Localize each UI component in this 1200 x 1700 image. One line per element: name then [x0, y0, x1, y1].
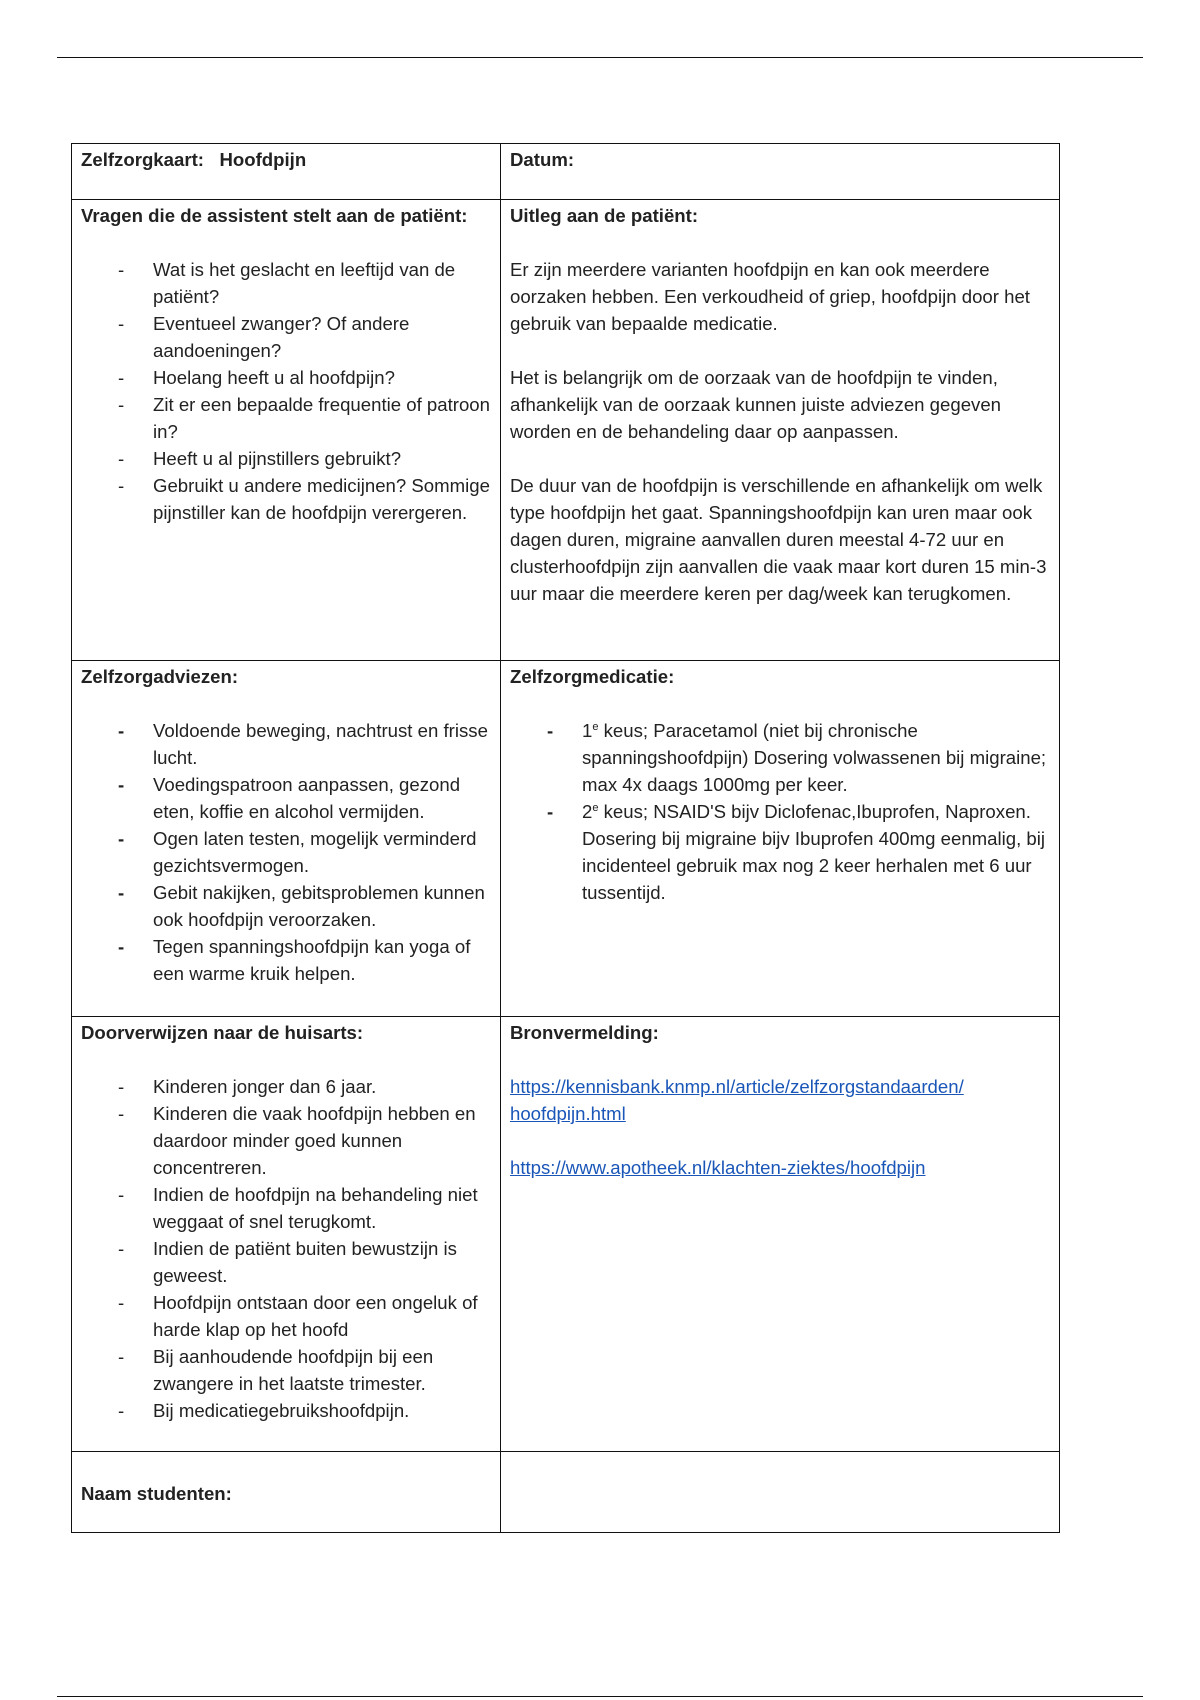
referral-cell	[72, 1017, 501, 1452]
advice-heading: Zelfzorgadviezen:	[81, 666, 239, 687]
list-item: - Voedingspatroon aanpassen, gezond eten, koffie en alcohol vermijden.	[153, 771, 491, 825]
list-item: - Heeft u al pijnstillers gebruikt?	[153, 445, 491, 472]
medication-heading: Zelfzorgmedicatie:	[510, 666, 675, 687]
top-rule	[57, 57, 1143, 58]
list-item: - Hoelang heeft u al hoofdpijn?	[153, 364, 491, 391]
date-cell	[501, 144, 1060, 200]
list-item: - Eventueel zwanger? Of andere aandoeningen?	[153, 310, 491, 364]
list-item: - Bij aanhoudende hoofdpijn bij een zwangere in het laatste trimester.	[153, 1343, 491, 1397]
list-item: - Gebit nakijken, gebitsproblemen kunnen ook hoofdpijn veroorzaken.	[153, 879, 491, 933]
list-item: - Kinderen die vaak hoofdpijn hebben en daardoor minder goed kunnen concentreren.	[153, 1100, 491, 1181]
list-item: - Hoofdpijn ontstaan door een ongeluk of harde klap op het hoofd	[153, 1289, 491, 1343]
link-text-line-2: hoofdpijn.html	[510, 1103, 626, 1124]
link-text-line-1: https://kennisbank.knmp.nl/article/zelfzorgstandaarden/	[510, 1076, 964, 1097]
list-item: - Tegen spanningshoofdpijn kan yoga of een warme kruik helpen.	[153, 933, 491, 987]
students-label: Naam studenten:	[81, 1482, 232, 1504]
explanation-cell	[501, 200, 1060, 661]
card-title	[81, 144, 491, 173]
row-referral	[72, 1017, 1060, 1452]
explanation-paragraph: Het is belangrijk om de oorzaak van de hoofdpijn te vinden, afhankelijk van de oorzaak kunnen juiste adviezen gegeven worden en de behandeling daar op aanpassen.	[510, 367, 1002, 442]
questions-cell	[72, 200, 501, 661]
list-item	[582, 798, 1050, 906]
choice-number: 2	[582, 801, 593, 822]
date-label: Datum:	[510, 149, 575, 170]
list-item: - Voldoende beweging, nachtrust en frisse lucht.	[153, 717, 491, 771]
list-item: - Indien de patiënt buiten bewustzijn is geweest.	[153, 1235, 491, 1289]
title-value: Hoofdpijn	[219, 149, 307, 170]
advice-list	[81, 717, 491, 987]
advice-cell	[72, 661, 501, 1017]
medication-text: keus; Paracetamol (niet bij chronische spanningshoofdpijn) Dosering volwassenen bij migraine; max 4x daags 1000mg per keer.	[582, 720, 1047, 795]
list-item: - Bij medicatiegebruikshoofdpijn.	[153, 1397, 491, 1424]
medication-list	[510, 717, 1050, 906]
explanation-paragraph: Er zijn meerdere varianten hoofdpijn en kan ook meerdere oorzaken hebben. Een verkoudheid of griep, hoofdpijn door het gebruik van bepaalde medicatie.	[510, 259, 1030, 334]
medication-text: keus; NSAID'S bijv Diclofenac,Ibuprofen, Naproxen. Dosering bij migraine bijv Ibuprofen 400mg eenmalig, bij incidenteel gebruik max nog 2 keer herhalen met 6 uur tussentijd.	[582, 801, 1046, 903]
list-item: - Gebruikt u andere medicijnen? Sommige pijnstiller kan de hoofdpijn verergeren.	[153, 472, 491, 526]
title-label: Zelfzorgkaart:	[81, 149, 204, 170]
questions-list	[81, 256, 491, 526]
sources-cell	[501, 1017, 1060, 1452]
list-item: - Wat is het geslacht en leeftijd van de patiënt?	[153, 256, 491, 310]
title-cell	[72, 144, 501, 200]
referral-list	[81, 1073, 491, 1424]
row-questions	[72, 200, 1060, 661]
list-item: - Zit er een bepaalde frequentie of patroon in?	[153, 391, 491, 445]
medication-cell	[501, 661, 1060, 1017]
list-item: - Ogen laten testen, mogelijk verminderd gezichtsvermogen.	[153, 825, 491, 879]
row-students	[72, 1452, 1060, 1533]
list-item	[582, 717, 1050, 798]
choice-number: 1	[582, 720, 593, 741]
self-care-card-table	[71, 143, 1060, 1533]
choice-suffix: e	[592, 720, 599, 733]
source-link-apotheek[interactable]: https://www.apotheek.nl/klachten-ziektes/hoofdpijn	[510, 1157, 926, 1178]
bottom-rule	[57, 1696, 1143, 1697]
row-header	[72, 144, 1060, 200]
list-item: - Kinderen jonger dan 6 jaar.	[153, 1073, 491, 1100]
questions-heading: Vragen die de assistent stelt aan de patiënt:	[81, 205, 468, 226]
explanation-paragraph: De duur van de hoofdpijn is verschillende en afhankelijk om welk type hoofdpijn het gaat. Spanningshoofdpijn kan uren maar ook dagen duren, migraine aanvallen duren meestal 4-72 uur en clusterhoofdpijn zijn aanvallen die vaak maar kort duren 15 min-3 uur maar die meerdere keren per dag/week kan terugkomen.	[510, 475, 1047, 604]
explanation-heading: Uitleg aan de patiënt:	[510, 205, 699, 226]
choice-suffix: e	[592, 801, 599, 814]
sources-heading: Bronvermelding:	[510, 1022, 659, 1043]
referral-heading: Doorverwijzen naar de huisarts:	[81, 1022, 364, 1043]
list-item: - Indien de hoofdpijn na behandeling niet weggaat of snel terugkomt.	[153, 1181, 491, 1235]
students-cell	[72, 1452, 501, 1533]
students-value-cell[interactable]	[501, 1452, 1060, 1533]
source-link-knmp[interactable]	[510, 1073, 1050, 1127]
row-advice	[72, 661, 1060, 1017]
